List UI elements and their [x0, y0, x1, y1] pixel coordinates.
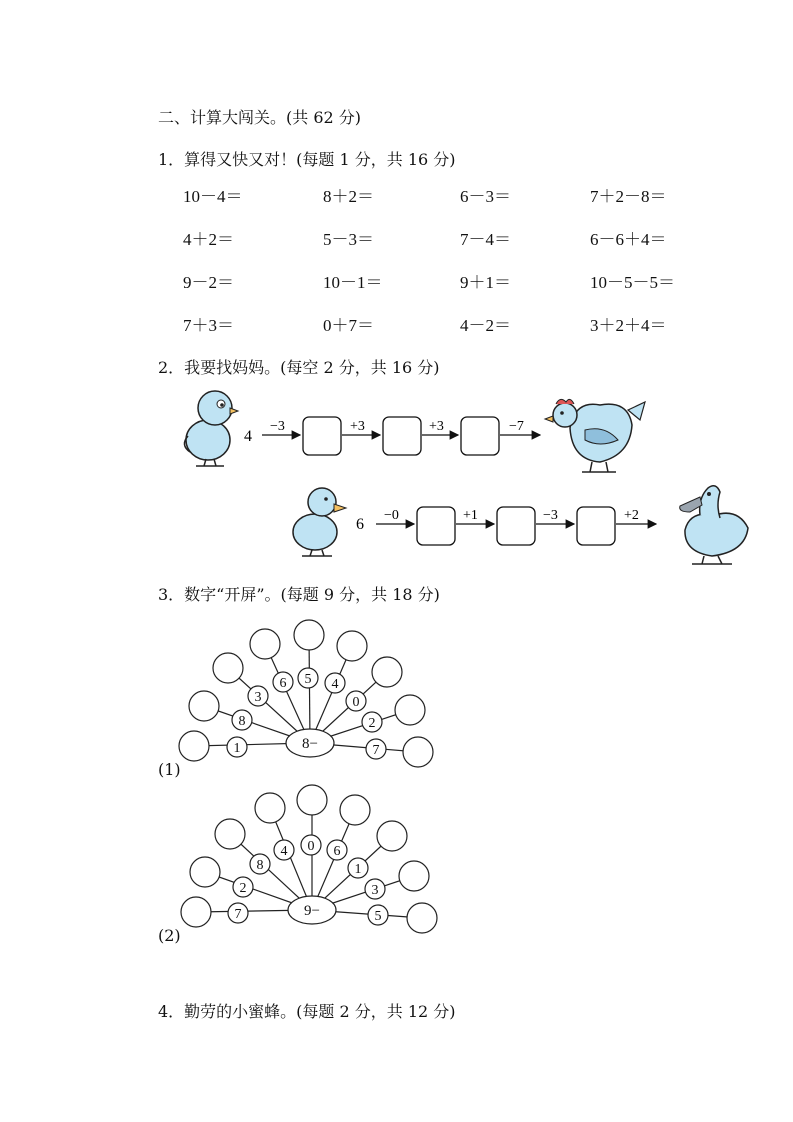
answer-circle[interactable] — [407, 903, 437, 933]
spoke-number: 4 — [331, 677, 339, 692]
hen-illustration — [545, 399, 645, 472]
answer-circle[interactable] — [403, 737, 433, 767]
spoke-number: 0 — [352, 695, 360, 710]
equation: 9－2＝ — [183, 273, 234, 292]
center-label: 9− — [304, 903, 320, 919]
q1-title: 1．算得又快又对！(每题 1 分，共 16 分) — [158, 150, 456, 169]
duckling-illustration — [293, 488, 346, 556]
q4-title: 4．勤劳的小蜜蜂。(每题 2 分，共 12 分) — [158, 1002, 456, 1021]
spoke-number: 8 — [256, 858, 264, 873]
q3-title: 3．数字“开屏”。(每题 9 分，共 18 分) — [158, 585, 440, 604]
op-label: −3 — [270, 419, 285, 434]
spoke-number: 5 — [304, 672, 312, 687]
answer-box[interactable] — [461, 417, 499, 455]
spoke-number: 1 — [233, 741, 241, 756]
center-label: 8− — [302, 736, 318, 752]
answer-circle[interactable] — [181, 897, 211, 927]
spoke-number: 8 — [238, 714, 246, 729]
answer-circle[interactable] — [179, 731, 209, 761]
spoke-number: 3 — [254, 690, 262, 705]
spoke-number: 6 — [333, 844, 341, 859]
equation: 8＋2＝ — [323, 187, 374, 206]
op-label: +2 — [624, 508, 639, 523]
chain1-start: 4 — [244, 428, 252, 445]
op-label: −7 — [509, 419, 524, 434]
answer-box[interactable] — [497, 507, 535, 545]
op-label: −3 — [543, 508, 558, 523]
spoke-number: 4 — [280, 844, 288, 859]
equation: 10－5－5＝ — [590, 273, 675, 292]
equation: 7＋3＝ — [183, 316, 234, 335]
op-label: +1 — [463, 508, 478, 523]
equation: 9＋1＝ — [460, 273, 511, 292]
equation: 10－1＝ — [323, 273, 383, 292]
equation: 5－3＝ — [323, 230, 374, 249]
chick-illustration — [184, 391, 238, 466]
spoke-number: 6 — [279, 676, 287, 691]
q2-title: 2．我要找妈妈。(每空 2 分，共 16 分) — [158, 358, 440, 377]
answer-circle[interactable] — [215, 819, 245, 849]
answer-box[interactable] — [417, 507, 455, 545]
spoke-number: 1 — [354, 862, 362, 877]
answer-box[interactable] — [383, 417, 421, 455]
answer-box[interactable] — [303, 417, 341, 455]
answer-circle[interactable] — [340, 795, 370, 825]
equation: 4－2＝ — [460, 316, 511, 335]
equation: 6－3＝ — [460, 187, 511, 206]
equation: 0＋7＝ — [323, 316, 374, 335]
duck-illustration — [680, 486, 748, 564]
op-label: +3 — [350, 419, 365, 434]
peacock-2-label: (2) — [158, 926, 181, 945]
peacock-1 — [179, 620, 433, 767]
op-label: +3 — [429, 419, 444, 434]
spoke-number: 7 — [372, 743, 380, 758]
chain2-start: 6 — [356, 516, 364, 533]
equation: 10－4＝ — [183, 187, 243, 206]
equation: 4＋2＝ — [183, 230, 234, 249]
answer-circle[interactable] — [255, 793, 285, 823]
answer-circle[interactable] — [399, 861, 429, 891]
spoke-number: 2 — [368, 716, 376, 731]
answer-box[interactable] — [577, 507, 615, 545]
peacock-2 — [181, 785, 437, 933]
equation: 6－6＋4＝ — [590, 230, 667, 249]
answer-circle[interactable] — [189, 691, 219, 721]
spoke-number: 7 — [234, 907, 242, 922]
equation: 7＋2－8＝ — [590, 187, 667, 206]
answer-circle[interactable] — [377, 821, 407, 851]
answer-circle[interactable] — [294, 620, 324, 650]
equation: 7－4＝ — [460, 230, 511, 249]
section-title: 二、计算大闯关。(共 62 分) — [158, 108, 362, 127]
op-label: −0 — [384, 508, 399, 523]
spoke-number: 0 — [307, 839, 315, 854]
equation: 3＋2＋4＝ — [590, 316, 667, 335]
answer-circle[interactable] — [395, 695, 425, 725]
answer-circle[interactable] — [250, 629, 280, 659]
spoke-number: 2 — [239, 881, 247, 896]
spoke-number: 3 — [371, 883, 379, 898]
answer-circle[interactable] — [213, 653, 243, 683]
answer-circle[interactable] — [372, 657, 402, 687]
answer-circle[interactable] — [190, 857, 220, 887]
answer-circle[interactable] — [337, 631, 367, 661]
answer-circle[interactable] — [297, 785, 327, 815]
spoke-number: 5 — [374, 909, 382, 924]
peacock-1-label: (1) — [158, 760, 181, 779]
